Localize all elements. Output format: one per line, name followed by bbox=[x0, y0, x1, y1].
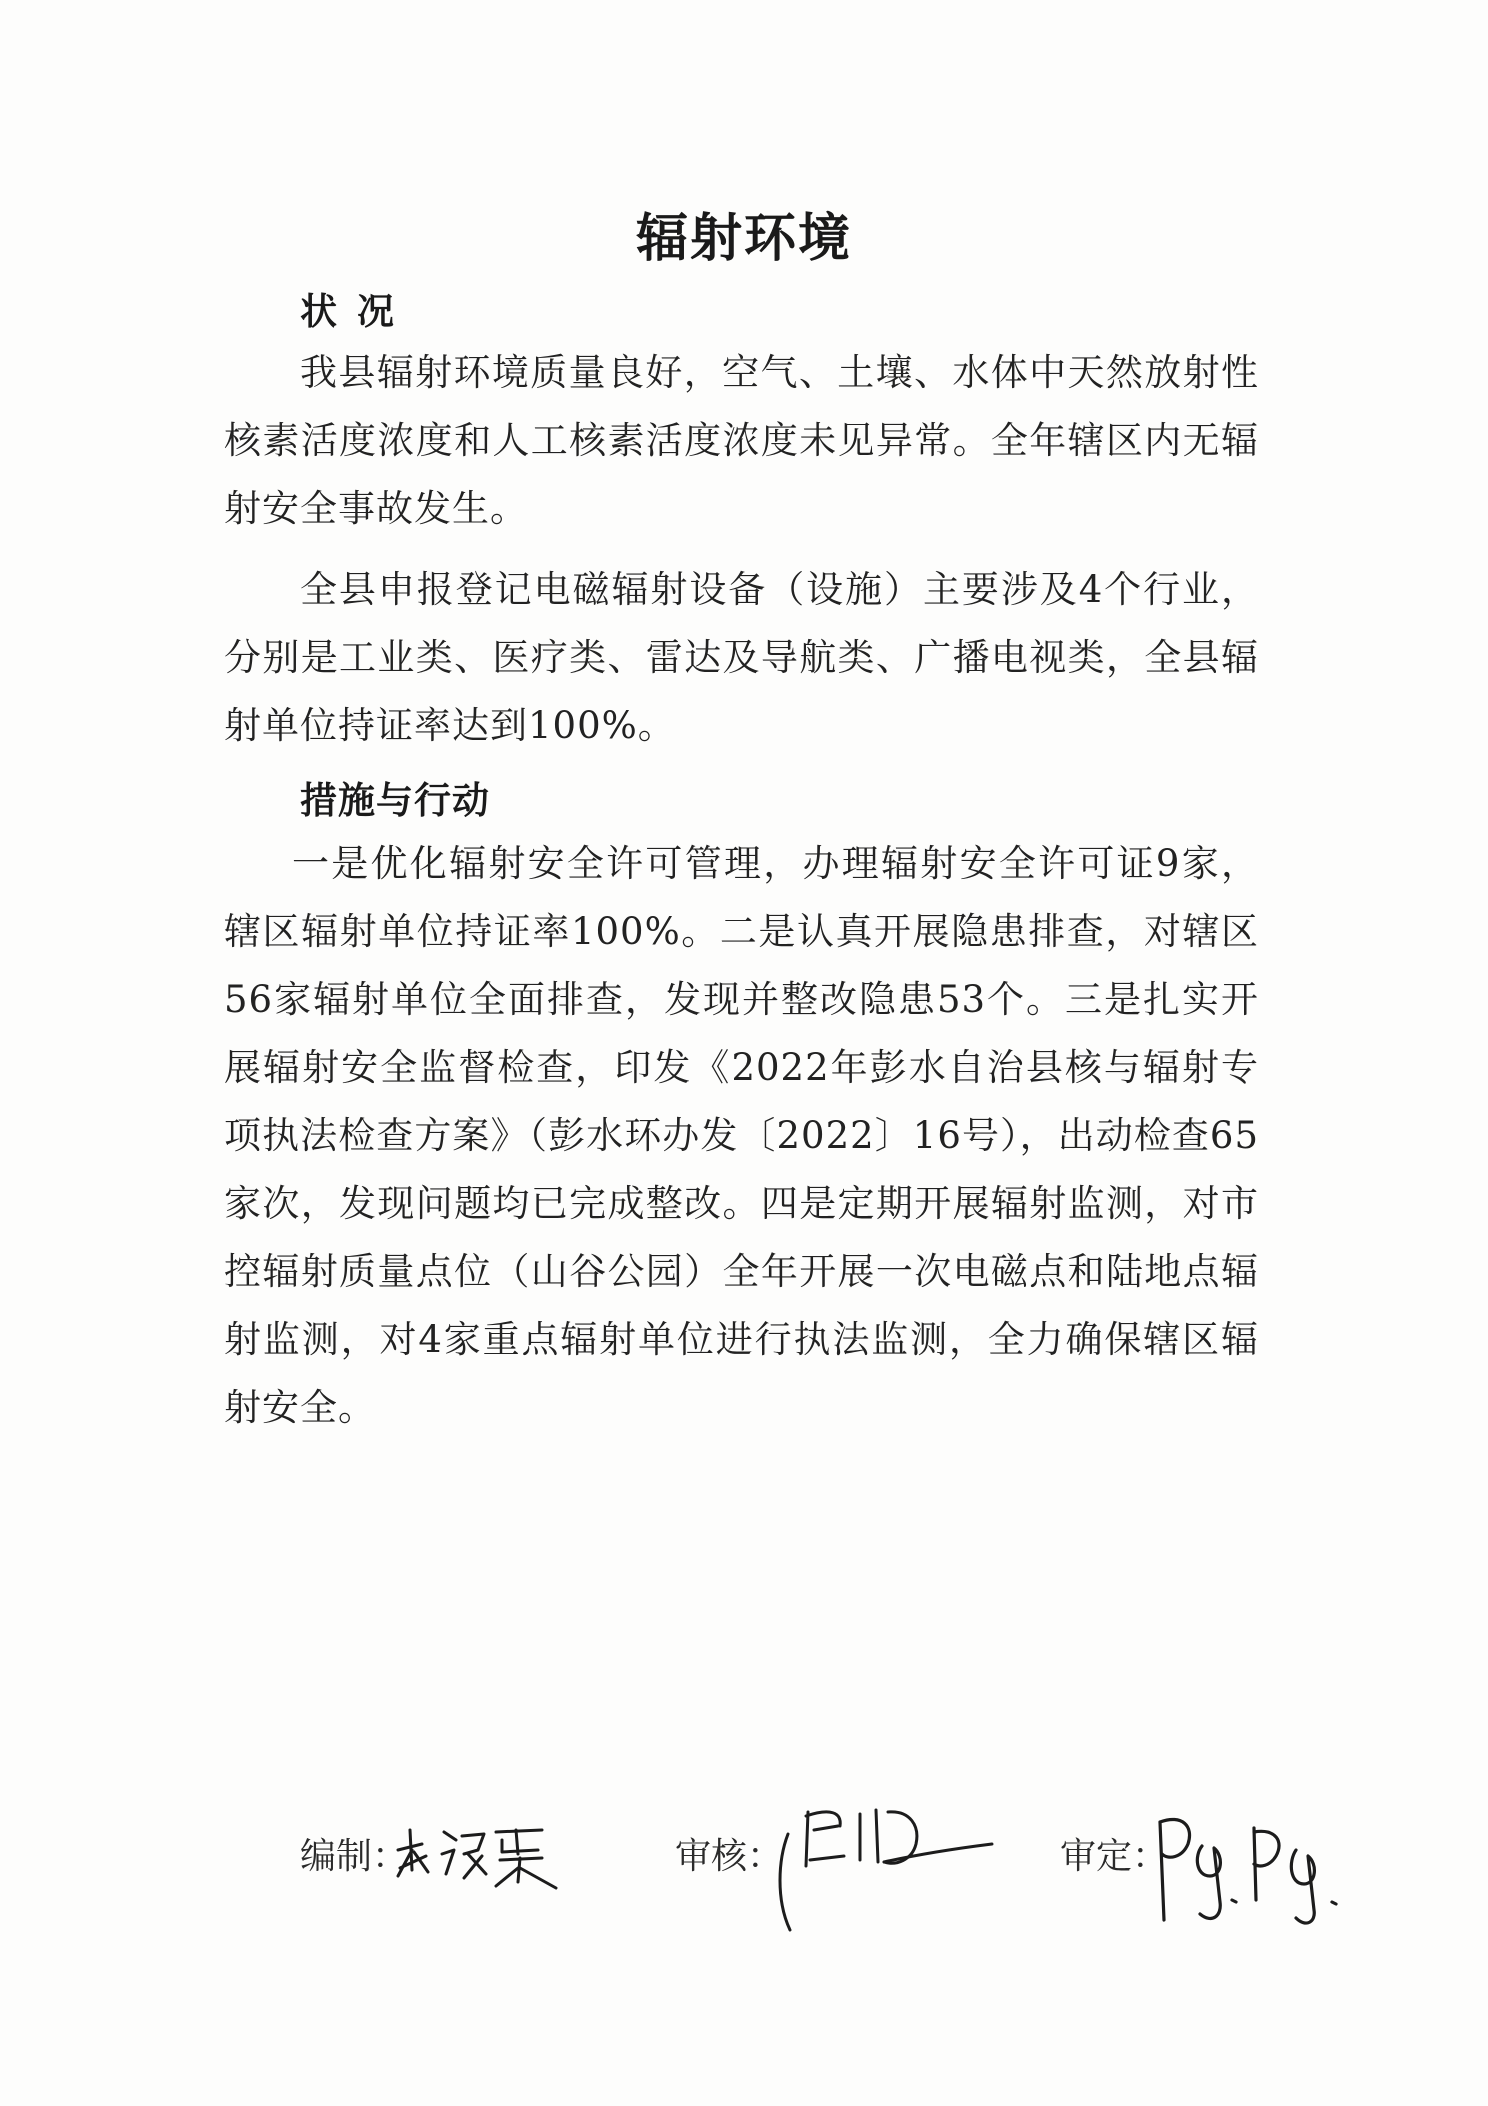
reviewed-signature bbox=[770, 1790, 1000, 1940]
approved-label: 审定： bbox=[1060, 1836, 1169, 1877]
section-heading-status: 状况 bbox=[300, 290, 414, 333]
section-heading-measures: 措施与行动 bbox=[300, 779, 490, 822]
paragraph-status-1: 我县辐射环境质量良好，空气、土壤、水体中天然放射性核素活度浓度和人工核素活度浓度未见异常。全年辖区内无辐射安全事故发生。 bbox=[224, 351, 1259, 530]
compiled-signature bbox=[392, 1810, 562, 1890]
approved-signature bbox=[1150, 1792, 1380, 1932]
reviewed-label: 审核： bbox=[675, 1836, 784, 1877]
paragraph-status-2: 全县申报登记电磁辐射设备（设施）主要涉及4个行业，分别是工业类、医疗类、雷达及导航类、广播电视类，全县辐射单位持证率达到100%。 bbox=[224, 568, 1259, 747]
signature-row bbox=[0, 1800, 1488, 1940]
compiled-label: 编制： bbox=[300, 1836, 409, 1877]
document-title: 辐射环境 bbox=[635, 209, 852, 269]
paragraph-measures: 一是优化辐射安全许可管理，办理辐射安全许可证9家，辖区辐射单位持证率100%。二是认真开展隐患排查，对辖区56家辐射单位全面排查，发现并整改隐患53个。三是扎实开展辐射安全监督检查，印发《2022年彭水自治县核与辐射专项执法检查方案》（彭水环办发〔2022〕16号），出动检查65家次，发现问题均已完成整改。四是定期开展辐射监测，对市控辐射质量点位（山谷公园）全年开展一次电磁点和陆地点辐射监测，对4家重点辐射单位进行执法监测，全力确保辖区辐射安全。 bbox=[224, 842, 1259, 1429]
